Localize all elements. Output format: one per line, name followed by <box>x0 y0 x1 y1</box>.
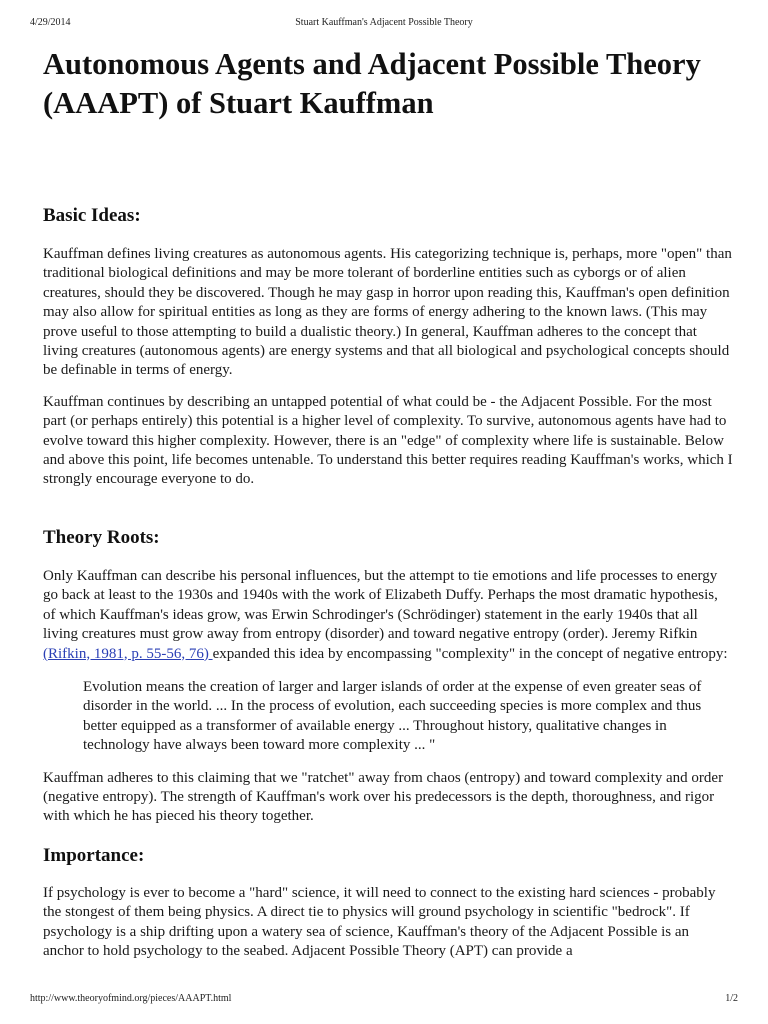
paragraph-roots-1-text-b: expanded this idea by encompassing "complexity" in the concept of negative entropy: <box>212 645 728 662</box>
article <box>43 45 733 961</box>
print-header <box>30 17 738 31</box>
rifkin-quote: Evolution means the creation of larger and larger islands of order at the expense of even greater seas of disorder in the world. ... In the process of evolution, each succeeding species is more complex and thus better equipped as a transformer of available energy ... Throughout history, qualitative changes in technology have always been toward more complexity ... " <box>83 678 702 754</box>
page-number: 1/2 <box>725 993 738 1004</box>
section-heading-importance: Importance: <box>43 844 145 866</box>
paragraph-basic-1: Kauffman defines living creatures as autonomous agents. His categorizing technique is, perhaps, more "open" than traditional biological definitions and may be more tolerant of borderline entities such as cyborgs or of alien creatures, should they be discovered. Though he may gasp in horror upon reading this, Kauffman's open definition may also allow for spiritual entities as long as they are forms of energy adhering to the known laws. (This may prove useful to those attempting to build a dualistic theory.) In general, Kauffman adheres to the concept that living creatures (autonomous agents) are energy systems and that all biological and psychological concepts should be definable in terms of energy. <box>43 246 732 379</box>
print-date: 4/29/2014 <box>30 17 71 28</box>
paragraph-roots-1 <box>43 567 733 664</box>
section-heading-basic-ideas: Basic Ideas: <box>43 205 141 226</box>
paragraph-basic-2: Kauffman continues by describing an untapped potential of what could be - the Adjacent Possible. For the most part (or perhaps entirely) this potential is a higher level of complexity. To survive, autonomous agents have had to evolve toward this higher complexity. However, there is an "edge" of complexity where life is sustainable. Below and above this point, life becomes untenable. To understand this better requires reading Kauffman's works, which I strongly encourage everyone to do. <box>43 393 733 488</box>
section-heading-theory-roots: Theory Roots: <box>43 526 160 548</box>
page-title: Autonomous Agents and Adjacent Possible Theory (AAAPT) of Stuart Kauffman <box>43 47 701 120</box>
paragraph-roots-2: Kauffman adheres to this claiming that we "ratchet" away from chaos (entropy) and toward complexity and order (negative entropy). The strength of Kauffman's work over his predecessors is the depth, thoroughness, and rigor with which he has pieced his theory together. <box>43 769 724 825</box>
paragraph-roots-1-text-a: Only Kauffman can describe his personal influences, but the attempt to tie emotions and life processes to energy go back at least to the 1930s and 1940s with the work of Elizabeth Duffy. Perhaps the most dramatic hypothesis, of which Kauffman's ideas grow, was Erwin Schrodinger's (Schrödinger) statement in the early 1940s that all living creatures must grow away from entropy (disorder) and toward negative entropy (order). Jeremy Rifkin <box>43 567 718 643</box>
paragraph-importance-1: If psychology is ever to become a "hard" science, it will need to connect to the existing hard sciences - probably the stongest of them being physics. A direct tie to physics will ground psychology in scientific "bedrock". If psychology is a ship drifting upon a watery sea of science, Kauffman's theory of the Adjacent Possible is an anchor to hold psychology to the seabed. Adjacent Possible Theory (APT) can provide a <box>43 884 716 959</box>
rifkin-citation-link[interactable]: (Rifkin, 1981, p. 55-56, 76) <box>43 645 213 662</box>
print-footer <box>30 993 738 1007</box>
print-url: http://www.theoryofmind.org/pieces/AAAPT.html <box>30 993 232 1004</box>
print-page-title: Stuart Kauffman's Adjacent Possible Theory <box>295 17 473 28</box>
